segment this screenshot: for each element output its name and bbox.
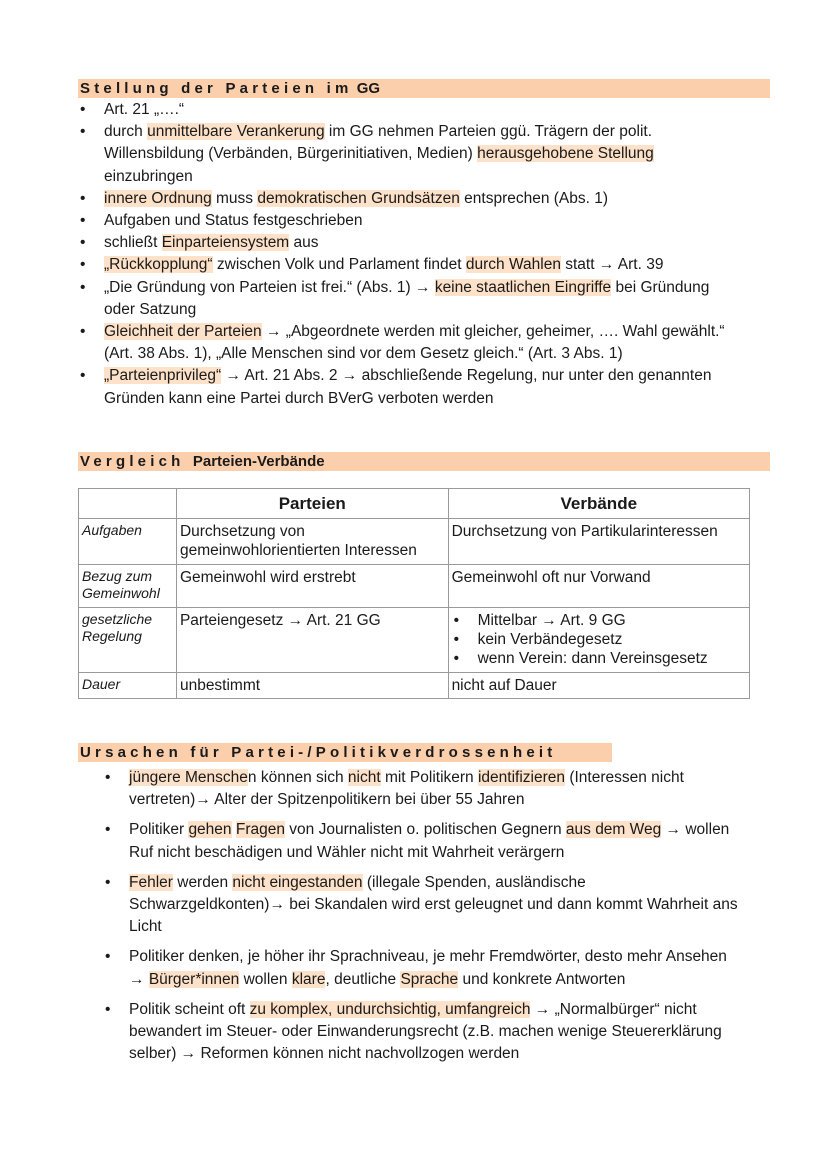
list-item: • „Parteienprivileg“ → Art. 21 Abs. 2 → abschließende Regelung, nur unter den genannten Gründen kann eine Partei durch BVerG verboten werden [78, 365, 738, 409]
highlighted-text: klare [291, 970, 326, 988]
highlighted-text: keine staatlichen Eingriffe [434, 278, 612, 296]
highlighted-text: Bürger*innen [148, 970, 240, 988]
heading-text-end: Parteien-Verbände [192, 453, 325, 470]
highlighted-text: innere Ordnung [104, 189, 212, 207]
heading-text: Stellung der Parteien im [80, 80, 353, 97]
table-header-row [79, 489, 750, 519]
highlighted-text: aus dem Weg [565, 821, 662, 839]
highlighted-text: Einparteiensystem [161, 234, 290, 252]
list-item: • „Die Gründung von Parteien ist frei.“ (Abs. 1) → keine staatlichen Eingriffe bei Gründung oder Satzung [78, 277, 738, 321]
list-item: • schließt Einparteiensystem aus [78, 232, 738, 254]
table-row [79, 565, 750, 608]
cell-verbaende: Gemeinwohl oft nur Vorwand [448, 565, 749, 608]
cell-verbaende: Durchsetzung von Partikularinteressen [448, 519, 749, 565]
list-item: • Aufgaben und Status festgeschrieben [78, 210, 738, 232]
heading-text-end: GG [356, 80, 381, 97]
section-heading-stellung [78, 79, 770, 98]
list-item: • kein Verbändegesetz [452, 630, 745, 649]
row-label: gesetzliche Regelung [79, 608, 177, 673]
table-row [79, 519, 750, 565]
heading-text: Vergleich [80, 453, 185, 470]
section-heading-ursachen [78, 743, 612, 762]
list-item: • Mittelbar → Art. 9 GG [452, 611, 745, 630]
list-item: • Politik scheint oft zu komplex, undurchsichtig, umfangreich → „Normalbürger“ nicht bewandert im Steuer- oder Einwanderungsrecht (z.B. machen wenige Steuererklärung selber) → Reformen können nicht nachvollzogen werden [103, 999, 743, 1066]
cell-parteien: Durchsetzung von gemeinwohlorientierten Interessen [176, 519, 448, 565]
highlighted-text: Fehler [129, 873, 173, 891]
stellung-list [78, 99, 738, 410]
highlighted-text: herausgehobene Stellung [477, 145, 654, 163]
list-item: • Fehler werden nicht eingestanden (illegale Spenden, ausländische Schwarzgeldkonten)→ bei Skandalen wird erst geleugnet und dann kommt Wahrheit ans Licht [103, 872, 743, 939]
table-header-verbaende: Verbände [448, 489, 749, 519]
verbaende-regelung-list [452, 611, 745, 668]
highlighted-text: nicht eingestanden [232, 873, 363, 891]
list-item: • „Rückkopplung“ zwischen Volk und Parlament findet durch Wahlen statt → Art. 39 [78, 254, 738, 276]
highlighted-text: Sprache [400, 970, 459, 988]
highlighted-text: „Rückkopplung“ [104, 256, 213, 274]
cell-parteien: unbestimmt [176, 673, 448, 699]
list-item: • Politiker denken, je höher ihr Sprachniveau, je mehr Fremdwörter, desto mehr Ansehen → Bürger*innen wollen klare, deutliche Sprache und konkrete Antworten [103, 946, 743, 990]
list-item: • innere Ordnung muss demokratischen Grundsätzen entsprechen (Abs. 1) [78, 188, 738, 210]
cell-parteien: Parteiengesetz → Art. 21 GG [176, 608, 448, 673]
row-label: Aufgaben [79, 519, 177, 565]
highlighted-text: Gleichheit der Parteien [104, 323, 262, 341]
list-item: • jüngere Menschen können sich nicht mit Politikern identifizieren (Interessen nicht vertreten)→ Alter der Spitzenpolitikern bei über 55 Jahren [103, 767, 743, 811]
cell-verbaende [448, 608, 749, 673]
section-heading-vergleich [78, 452, 770, 471]
table-row [79, 608, 750, 673]
row-label: Bezug zum Gemeinwohl [79, 565, 177, 608]
highlighted-text: identifizieren [477, 769, 566, 786]
highlighted-text: zu komplex, undurchsichtig, umfangreich [249, 1000, 531, 1018]
highlighted-text: Fragen [235, 821, 285, 839]
heading-text: Ursachen für Partei-/Politikverdrossenheit [80, 744, 557, 761]
table-header-parteien: Parteien [176, 489, 448, 519]
list-item: • Gleichheit der Parteien → „Abgeordnete werden mit gleicher, geheimer, …. Wahl gewählt.“ (Art. 38 Abs. 1), „Alle Menschen sind vor dem Gesetz gleich.“ (Art. 3 Abs. 1) [78, 321, 738, 365]
cell-verbaende: nicht auf Dauer [448, 673, 749, 699]
highlighted-text: jüngere Mensche [129, 769, 248, 786]
highlighted-text: unmittelbare Verankerung [147, 123, 325, 141]
table-header-empty [79, 489, 177, 519]
highlighted-text: „Parteienprivileg“ [104, 367, 222, 385]
ursachen-list [103, 767, 743, 1073]
list-item: • wenn Verein: dann Vereinsgesetz [452, 649, 745, 668]
row-label: Dauer [79, 673, 177, 699]
cell-parteien: Gemeinwohl wird erstrebt [176, 565, 448, 608]
highlighted-text: demokratischen Grundsätzen [257, 189, 460, 207]
highlighted-text: gehen [188, 821, 232, 839]
highlighted-text: durch Wahlen [465, 256, 561, 274]
list-item: • durch unmittelbare Verankerung im GG nehmen Parteien ggü. Trägern der polit. Willensbildung (Verbänden, Bürgerinitiativen, Medien) herausgehobene Stellung einzubringen [78, 121, 738, 188]
list-item: • Politiker gehen Fragen von Journalisten o. politischen Gegnern aus dem Weg → wollen Ruf nicht beschädigen und Wähler nicht mit Wahrheit verärgern [103, 819, 743, 863]
table-row [79, 673, 750, 699]
comparison-table [78, 488, 750, 699]
list-item: • Art. 21 „….“ [78, 99, 738, 121]
highlighted-text: nicht [347, 769, 381, 786]
